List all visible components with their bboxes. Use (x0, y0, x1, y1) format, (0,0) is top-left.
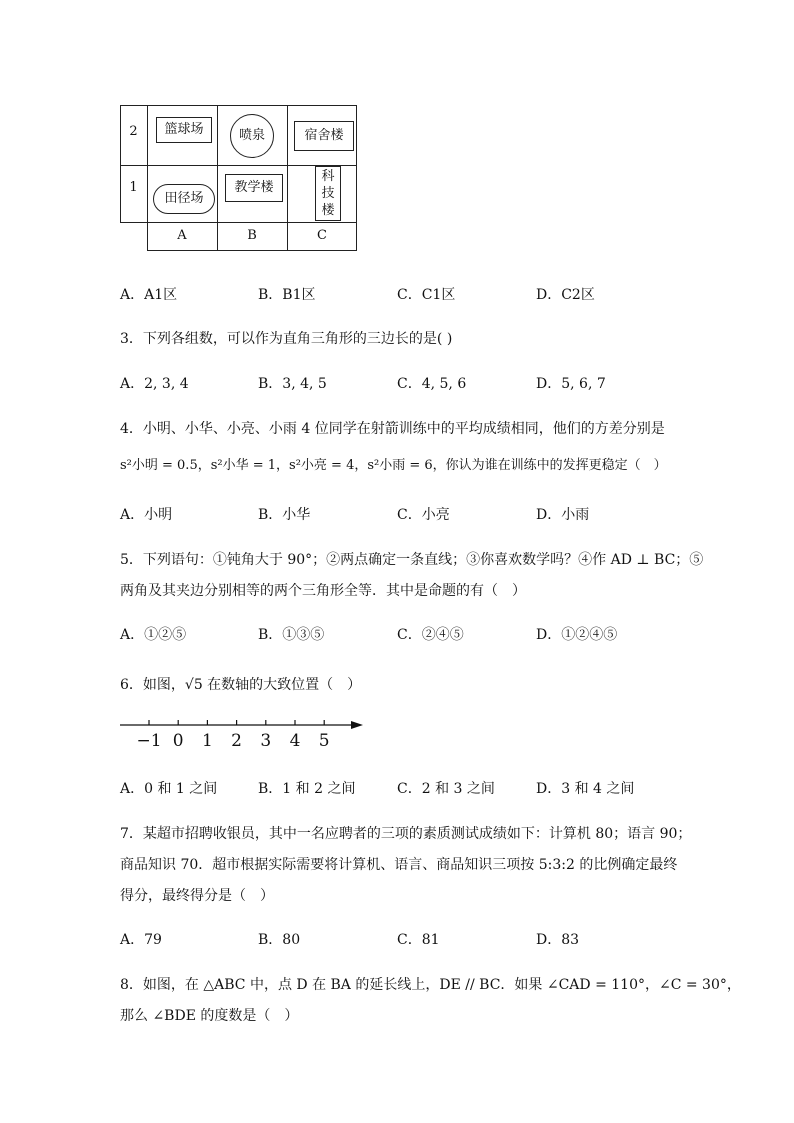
q2-option-c: C．C1区 (397, 287, 456, 303)
q3-option-b: B．3, 4, 5 (258, 376, 327, 392)
fountain: 喷泉 (230, 114, 274, 158)
number-line-label: 0 (172, 731, 184, 751)
q5-stem-line2: 两角及其夹边分别相等的两个三角形全等．其中是命题的有（ ） (120, 583, 526, 599)
map-grid-line (120, 105, 121, 222)
q8-stem-line2: 那么 ∠BDE 的度数是（ ） (120, 1008, 299, 1024)
q6-option-c: C．2 和 3 之间 (397, 781, 495, 797)
tech-char: 技 (321, 186, 335, 201)
dormitory: 宿舍楼 (294, 121, 354, 151)
q2-option-a: A．A1区 (120, 287, 178, 303)
number-line-label: 3 (260, 731, 272, 751)
q4-option-c: C．小亮 (397, 507, 450, 523)
map-grid-line (120, 222, 357, 223)
q3-stem: 3．下列各组数，可以作为直角三角形的三边长的是( ) (120, 331, 453, 347)
q3-option-a: A．2, 3, 4 (120, 376, 189, 392)
q3-option-c: C．4, 5, 6 (397, 376, 467, 392)
q7-option-d: D．83 (536, 932, 580, 948)
number-line (115, 712, 375, 752)
q4-option-b: B．小华 (258, 507, 311, 523)
tech-char: 楼 (321, 203, 335, 218)
number-line-arrow (351, 721, 363, 729)
q7-stem-line3: 得分，最终得分是（ ） (120, 888, 274, 904)
q4-option-a: A．小明 (120, 507, 173, 523)
q5-option-c: C．②④⑤ (397, 627, 464, 643)
row-label: 1 (129, 180, 138, 195)
q7-option-b: B．80 (258, 932, 301, 948)
q3-option-d: D．5, 6, 7 (536, 376, 606, 392)
number-line-label: 2 (231, 731, 243, 751)
col-label: C (317, 228, 327, 243)
col-label: A (177, 228, 187, 243)
basketball-court: 篮球场 (156, 117, 212, 143)
tech-building (315, 166, 341, 221)
number-line-label: 4 (289, 731, 301, 751)
q5-option-d: D．①②④⑤ (536, 627, 618, 643)
q8-stem-line1: 8．如图，在 △ABC 中，点 D 在 BA 的延长线上，DE // BC．如果 ∠CAD = 110°，∠C = 30°， (120, 977, 741, 993)
row-label: 2 (129, 124, 138, 139)
q6-option-a: A．0 和 1 之间 (120, 781, 218, 797)
q7-stem-line2: 商品知识 70．超市根据实际需要将计算机、语言、商品知识三项按 5:3:2 的比例确定最终 (120, 857, 678, 873)
q2-option-b: B．B1区 (258, 287, 316, 303)
q5-option-a: A．①②⑤ (120, 627, 187, 643)
number-line-label: −1 (136, 731, 162, 751)
q5-option-b: B．①③⑤ (258, 627, 325, 643)
q7-option-c: C．81 (397, 932, 440, 948)
map-grid-line (120, 105, 357, 106)
col-label: B (247, 228, 257, 243)
q7-stem-line1: 7．某超市招聘收银员，其中一名应聘者的三项的素质测试成绩如下：计算机 80；语言 90； (120, 826, 692, 842)
map-grid-line (147, 250, 357, 251)
q4-option-d: D．小雨 (536, 507, 590, 523)
q5-stem-line1: 5．下列语句：①钝角大于 90°；②两点确定一条直线；③你喜欢数学吗？④作 AD ⊥ BC；⑤ (120, 552, 704, 568)
track-field: 田径场 (153, 184, 215, 214)
q4-stem: 4．小明、小华、小亮、小雨 4 位同学在射箭训练中的平均成绩相同，他们的方差分别是 (120, 421, 665, 437)
q6-option-d: D．3 和 4 之间 (536, 781, 635, 797)
q2-option-d: D．C2区 (536, 287, 595, 303)
q7-option-a: A．79 (120, 932, 162, 948)
number-line-label: 5 (318, 731, 330, 751)
teaching-building: 教学楼 (225, 174, 283, 202)
q6-option-b: B．1 和 2 之间 (258, 781, 356, 797)
q4-variances: s²小明 = 0.5，s²小华 = 1，s²小亮 = 4，s²小雨 = 6，你认为谁在训练中的发挥更稳定（ ） (120, 458, 667, 473)
tech-char: 科 (321, 169, 335, 184)
number-line-label: 1 (201, 731, 213, 751)
q6-stem: 6．如图，√5 在数轴的大致位置（ ） (120, 677, 362, 693)
